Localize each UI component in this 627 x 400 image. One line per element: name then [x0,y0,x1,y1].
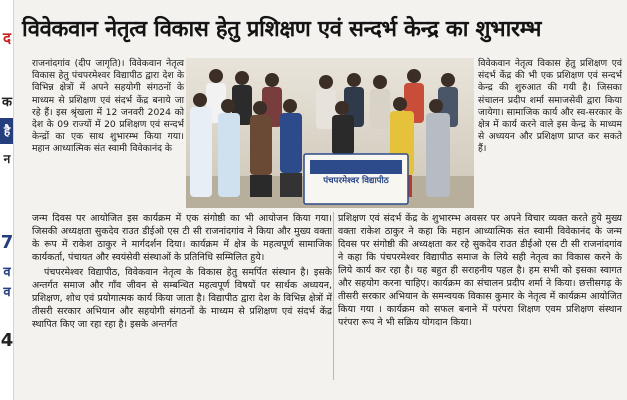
lead-paragraph-right: विवेकवान नेतृत्व विकास हेतु प्रशिक्षण एवं संदर्भ केंद्र की भी एक प्रशिक्षण एवं सन्दर्भ केन्द्र की शुरुआत की गयी है। जिसका संचालन प्रदीप शर्मा समाजसेवी द्वारा किया जायेगा। सामाजिक कार्य और स्व-सरकार के क्षेत्र में कार्य करने वाले इस केन्द्र के माध्यम से अध्ययन और प्रशिक्षण प्राप्त कर सकते हैं। [478,58,622,155]
body-paragraph-left-1: जन्म दिवस पर आयोजित इस कार्यक्रम में एक संगोष्ठी का भी आयोजन किया गया। जिसकी अध्यक्षता सुकदेव राउत डीईओ एस टी सी राजनांदगांव ने किया और मुख्य वक्ता के रूप में राकेश ठाकुर ने मार्गदर्शन दिया। कार्यक्रम में क्षेत्र के महत्वपूर्ण सामाजिक कार्यकर्ता, पंचायत और स्वयंसेवी संस्थाओं के प्रतिनिधि सम्मिलित हुये। [32,213,332,263]
adjacent-column-strip [0,0,14,400]
body-paragraph-left-2: पंचपरमेश्वर विद्यापीठ, विवेकवान नेतृत्व के विकास हेतु समर्पित संस्थान है। इसके अन्तर्गत समाज और गाँव जीवन से सम्बन्धित महत्वपूर्ण विषयों पर सार्थक अध्ययन, प्रशिक्षण, शोध एवं प्रयोगात्मक कार्य किया जाता है। विद्यापीठ द्वारा देश के विभिन्न क्षेत्रों में तीसरी सरकार अभियान और सहयोगी संगठनों के माध्यम से प्रशिक्षण एवं संदर्भ केंद्र स्थापित किए जा रहा रहा है। इसके अन्तर्गत [32,267,332,330]
strip-glyph: न [3,152,11,166]
strip-glyph: 4 [0,330,14,351]
dateline: राजनांदगांव (दीप जागृति)। [32,58,125,69]
strip-glyph: व [3,265,11,280]
lead-paragraph-left [32,58,184,156]
lead-column-left [32,58,184,156]
strip-glyph: है [0,118,14,144]
strip-glyph: 7 [0,232,14,253]
strip-glyph: क [2,95,12,110]
article-headline: विवेकवान नेतृत्व विकास हेतु प्रशिक्षण एवं सन्दर्भ केन्द्र का शुभारम्भ [22,17,542,42]
photo-banner-text: पंचपरमेश्वर विद्यापीठ [323,176,389,186]
column-divider [333,212,334,380]
strip-glyph: द [3,29,11,47]
body-paragraph-right: प्रशिक्षण एवं संदर्भ केंद्र के शुभारम्भ अवसर पर अपने विचार व्यक्त करते हुये मुख्य वक्ता राकेश ठाकुर ने कहा कि महान आध्यात्मिक संत स्वामी विवेकानंद के जन्म दिवस पर संगोष्ठी की अध्यक्षता कर रहे सुकदेव राउत डीईओ एस टी सी राजनांदगांव ने कहा कि पंचपरमेश्वर विद्यापीठ समाज के लिये सही नेतृत्व का विकास करने के लिये कार्य कर रहा है। यह बहुत ही सराहनीय पहल है। हम सभी को इसका स्वागत और सहयोग करना चाहिए। कार्यक्रम का संचालन प्रदीप शर्मा ने किया। छत्तीसगढ़ के तीसरी सरकार अभियान के समन्वयक विकास कुमार के नेतृत्व में कार्यक्रम आयोजित किया गया । कार्यक्रम को सफल बनाने में परंपरा शिक्षण एवम प्रशिक्षण संस्थान परंपरा रूप ने भी सक्रिय योगदान किया। [338,213,622,328]
body-column-right [338,212,622,329]
event-photo [186,58,474,208]
lead-column-right [478,58,622,156]
lead-text-left: विवेकवान नेतृत्व विकास हेतु पंचपरमेश्वर विद्यापीठ द्वारा देश के विभिन्न क्षेत्रों में अपने सहयोगी संगठनों के माध्यम से प्रशिक्षण एवं संदर्भ केंद्र बनाये जा रहे हैं। इस श्रृंखला में 12 जनवरी 2024 को देश के 09 राज्यों में 20 प्रशिक्षण एवं सन्दर्भ केन्द्रों का एक साथ शुभारम्भ किया गया। महान आध्यात्मिक संत स्वामी विवेकानंद के [32,58,184,155]
strip-glyph: व [3,285,11,300]
body-column-left [32,212,332,331]
